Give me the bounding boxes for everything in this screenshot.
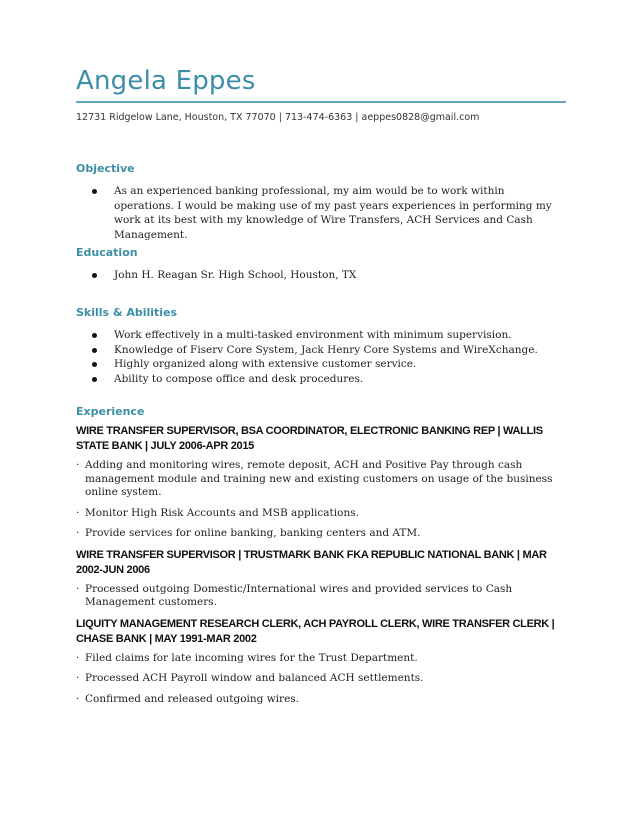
objective-heading: Objective [76,162,135,175]
bullet-icon [92,362,97,367]
list-item: · Adding and monitoring wires, remote deposit, ACH and Positive Pay through cash management module and training new and existing customers on usage of the business online system. [76,459,553,498]
middle-dot-icon: · [76,527,80,539]
contact-line: 12731 Ridgelow Lane, Houston, TX 77070 | 713-474-6363 | aeppes0828@gmail.com [76,112,480,123]
candidate-name: Angela Eppes [76,66,256,96]
middle-dot-icon: · [76,506,80,519]
objective-section [76,162,556,242]
education-list [76,268,556,283]
middle-dot-icon: · [76,651,80,664]
job-title: LIQUITY MANAGEMENT RESEARCH CLERK, ACH PAYROLL CLERK, WIRE TRANSFER CLERK | CHASE BANK | MAY 1991-MAR 2002 [76,617,555,645]
job-duties [76,652,556,707]
experience-section [76,405,556,713]
experience-heading: Experience [76,405,145,418]
list-item: Highly organized along with extensive customer service. [76,357,556,372]
list-item: · Confirmed and released outgoing wires. [76,692,300,705]
middle-dot-icon: · [76,692,80,705]
middle-dot-icon: · [76,672,80,684]
header-divider [76,101,566,103]
job-entry [76,548,556,610]
list-item: Work effectively in a multi-tasked environment with minimum supervision. [76,328,556,343]
middle-dot-icon: · [76,459,80,471]
list-item: Ability to compose office and desk procedures. [76,372,556,387]
list-item: Knowledge of Fiserv Core System, Jack Henry Core Systems and WireXchange. [76,343,556,358]
bullet-icon [92,348,97,353]
job-title: WIRE TRANSFER SUPERVISOR | TRUSTMARK BANK FKA REPUBLIC NATIONAL BANK | MAR 2002-JUN 2006 [76,548,547,576]
middle-dot-icon: · [76,582,80,595]
list-item: As an experienced banking professional, my aim would be to work within operations. I would be making use of my past years experiences in performing my work at its best with my knowledge of Wire Transfers, ACH Services and Cash Management. [76,184,556,242]
skills-section [76,306,556,386]
list-item: John H. Reagan Sr. High School, Houston, TX [76,268,556,283]
education-heading: Education [76,246,138,259]
job-duties [76,459,556,541]
education-section [76,246,556,283]
list-item: · Processed ACH Payroll window and balanced ACH settlements. [76,672,424,684]
job-title: WIRE TRANSFER SUPERVISOR, BSA COORDINATOR, ELECTRONIC BANKING REP | WALLIS STATE BANK | JULY 2006-APR 2015 [76,425,543,452]
bullet-icon [92,377,97,382]
job-entry [76,424,556,541]
list-item: · Filed claims for late incoming wires for the Trust Department. [76,651,418,664]
list-item: · Processed outgoing Domestic/International wires and provided services to Cash Management customers. [76,582,513,608]
bullet-icon [92,189,97,194]
skills-list [76,328,556,386]
bullet-icon [92,273,97,278]
skills-heading: Skills & Abilities [76,306,178,319]
bullet-icon [92,333,97,338]
job-duties [76,583,556,610]
list-item: · Monitor High Risk Accounts and MSB applications. [76,506,359,519]
job-entry [76,617,556,707]
objective-list [76,184,556,242]
list-item: · Provide services for online banking, banking centers and ATM. [76,527,421,539]
